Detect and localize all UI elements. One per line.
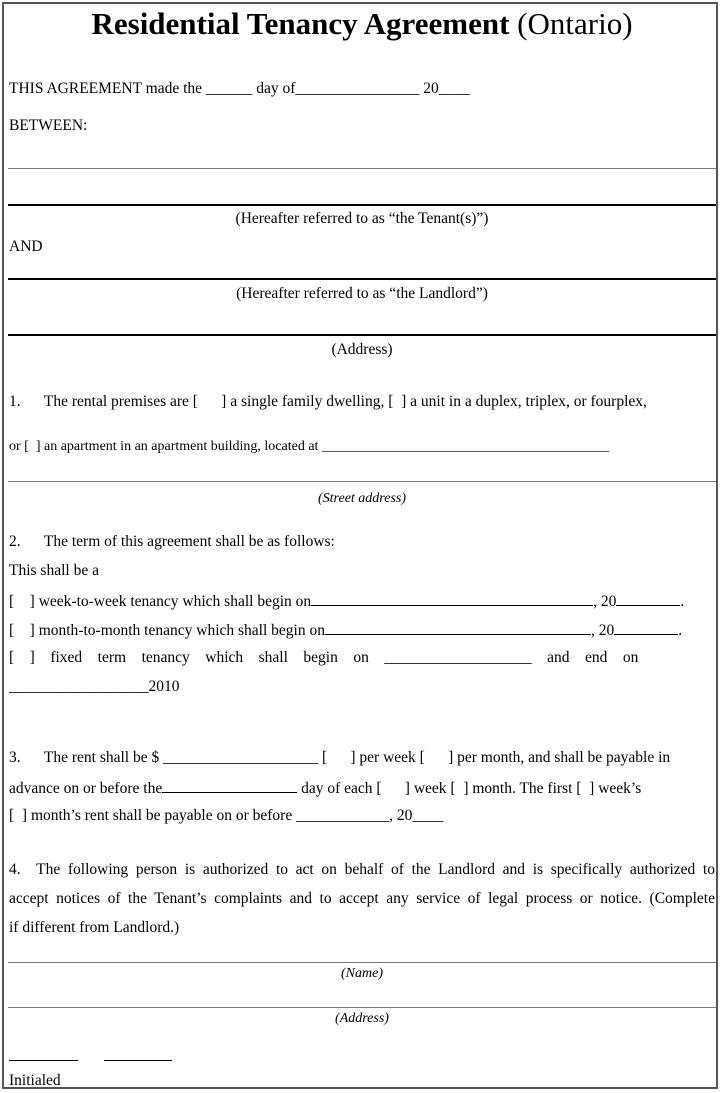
clause4-line1: 4. The following person is authorized to act on behalf of the Landlord and is specifically authorized to xyxy=(9,861,715,878)
clause4-line3: if different from Landlord.) xyxy=(9,919,180,936)
tenant-line-2[interactable] xyxy=(8,204,716,206)
street-line[interactable] xyxy=(8,481,716,482)
clause2-line1: 2. The term of this agreement shall be as follows: xyxy=(9,533,335,550)
monthly-option[interactable]: [ ] month-to-month tenancy which shall begin on , 20 . xyxy=(9,622,683,639)
agent-name-line[interactable] xyxy=(8,962,716,963)
tenant-caption: (Hereafter referred to as “the Tenant(s)”) xyxy=(235,210,489,227)
intro-line[interactable]: THIS AGREEMENT made the ______ day of________________ 20____ xyxy=(9,80,470,97)
street-caption: (Street address) xyxy=(318,491,406,506)
clause3-line1[interactable]: 3. The rent shall be $ ____________________ [ ] per week [ ] per month, and shall be payable in xyxy=(9,749,671,766)
initial-line-1[interactable] xyxy=(9,1060,78,1061)
monthly-year-blank[interactable] xyxy=(614,620,678,635)
fixed-end[interactable]: __________________2010 xyxy=(9,678,180,695)
clause3-line3[interactable]: [ ] month’s rent shall be payable on or before ____________, 20____ xyxy=(9,807,444,824)
page-title: Residential Tenancy Agreement (Ontario) xyxy=(91,6,633,41)
monthly-date-blank[interactable] xyxy=(325,620,591,635)
clause2-line2: This shall be a xyxy=(9,562,99,579)
agent-address-caption: (Address) xyxy=(335,1011,389,1026)
clause1-line1[interactable]: 1. The rental premises are [ ] a single family dwelling, [ ] a unit in a duplex, triplex, or fourplex, xyxy=(9,393,647,410)
address-caption: (Address) xyxy=(331,341,393,358)
agent-address-line[interactable] xyxy=(8,1007,716,1008)
weekly-date-blank[interactable] xyxy=(311,591,593,606)
weekly-option[interactable]: [ ] week-to-week tenancy which shall begin on , 20 . xyxy=(9,593,685,610)
landlord-caption: (Hereafter referred to as “the Landlord”) xyxy=(236,285,488,302)
address-line[interactable] xyxy=(8,334,716,336)
between-label: BETWEEN: xyxy=(9,117,88,134)
tenant-line-1[interactable] xyxy=(8,168,716,169)
initialed-label: Initialed xyxy=(9,1072,61,1089)
fixed-option[interactable]: [ ] fixed term tenancy which shall begin on ___________________ and end on xyxy=(9,649,639,666)
clause1-line2[interactable]: or [ ] an apartment in an apartment building, located at _________________________________________ xyxy=(9,439,609,454)
weekly-year-blank[interactable] xyxy=(616,591,680,606)
and-label: AND xyxy=(9,238,43,255)
clause3-line2[interactable]: advance on or before the day of each [ ] week [ ] month. The first [ ] week’s xyxy=(9,780,642,797)
initial-line-2[interactable] xyxy=(104,1060,172,1061)
landlord-line[interactable] xyxy=(8,278,716,280)
agent-name-caption: (Name) xyxy=(341,966,383,981)
agreement-page xyxy=(2,2,718,1089)
clause4-line2: accept notices of the Tenant’s complaints and to accept any service of legal process or notice. (Complete xyxy=(9,890,715,907)
rent-day-blank[interactable] xyxy=(162,778,297,793)
